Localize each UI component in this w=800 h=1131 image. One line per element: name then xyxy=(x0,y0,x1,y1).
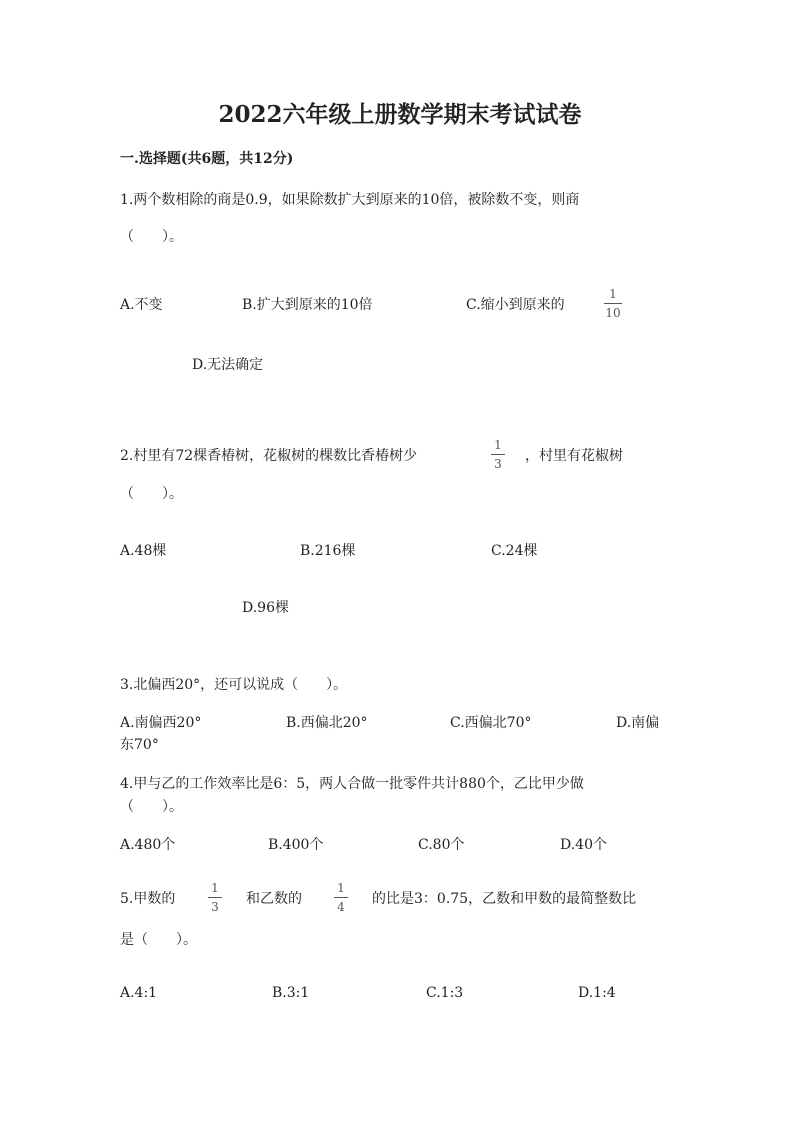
question-5-blank: 是（ ）。 xyxy=(120,932,197,948)
question-4-blank: （ ）。 xyxy=(120,799,183,815)
fraction-bar xyxy=(208,897,222,898)
question-3-text: 3.北偏西20°，还可以说成（ ）。 xyxy=(120,677,348,693)
fraction-bar xyxy=(334,897,348,898)
fraction-bar xyxy=(491,454,505,455)
fraction-one-third xyxy=(491,438,505,471)
fraction-one-tenth xyxy=(604,287,622,320)
page-title: 2022六年级上册数学期末考试试卷 xyxy=(218,101,582,128)
option-d[interactable]: D.96棵 xyxy=(242,600,289,616)
option-c[interactable]: C.缩小到原来的 xyxy=(466,297,565,313)
question-5-text-middle: 和乙数的 xyxy=(246,891,302,907)
option-a[interactable]: A.南偏西20° xyxy=(120,715,202,731)
fraction-one-third xyxy=(208,881,222,914)
question-1-text: 1.两个数相除的商是0.9，如果除数扩大到原来的10倍，被除数不变，则商 xyxy=(120,192,580,208)
option-b[interactable]: B.扩大到原来的10倍 xyxy=(242,297,373,313)
option-b[interactable]: B.216棵 xyxy=(300,543,356,559)
option-a[interactable]: A.4:1 xyxy=(120,985,158,1001)
option-a[interactable]: A.48棵 xyxy=(120,543,167,559)
option-d[interactable]: D.南偏 xyxy=(616,715,660,731)
option-d[interactable]: D.40个 xyxy=(560,837,607,853)
question-2-text-end: ，村里有花椒树 xyxy=(525,448,623,464)
option-d[interactable]: D.1:4 xyxy=(578,985,616,1001)
option-a[interactable]: A.480个 xyxy=(120,837,176,853)
option-c[interactable]: C.西偏北70° xyxy=(450,715,532,731)
option-c[interactable]: C.24棵 xyxy=(491,543,538,559)
option-c[interactable]: C.80个 xyxy=(418,837,465,853)
fraction-denominator: 10 xyxy=(605,306,621,320)
fraction-one-fourth xyxy=(334,881,348,914)
option-b[interactable]: B.400个 xyxy=(268,837,324,853)
fraction-numerator: 1 xyxy=(337,881,345,895)
question-1-blank: （ ）。 xyxy=(120,229,183,245)
option-c[interactable]: C.1:3 xyxy=(426,985,464,1001)
fraction-denominator: 3 xyxy=(494,457,502,471)
question-5-text-start: 5.甲数的 xyxy=(120,891,176,907)
option-d-continued[interactable]: 东70° xyxy=(120,737,159,753)
question-2-blank: （ ）。 xyxy=(120,486,183,502)
fraction-bar xyxy=(604,303,622,304)
fraction-numerator: 1 xyxy=(609,287,617,301)
fraction-numerator: 1 xyxy=(211,881,219,895)
option-a[interactable]: A.不变 xyxy=(120,297,163,313)
question-2-text-start: 2.村里有72棵香椿树，花椒树的棵数比香椿树少 xyxy=(120,448,418,464)
fraction-numerator: 1 xyxy=(494,438,502,452)
question-4-text: 4.甲与乙的工作效率比是6：5，两人合做一批零件共计880个，乙比甲少做 xyxy=(120,776,584,792)
fraction-denominator: 4 xyxy=(337,900,345,914)
question-5-text-end: 的比是3：0.75，乙数和甲数的最简整数比 xyxy=(372,891,637,907)
option-b[interactable]: B.3:1 xyxy=(272,985,310,1001)
option-b[interactable]: B.西偏北20° xyxy=(286,715,368,731)
fraction-denominator: 3 xyxy=(211,900,219,914)
option-d[interactable]: D.无法确定 xyxy=(192,357,264,373)
section-heading: 一.选择题(共6题，共12分) xyxy=(120,151,294,167)
